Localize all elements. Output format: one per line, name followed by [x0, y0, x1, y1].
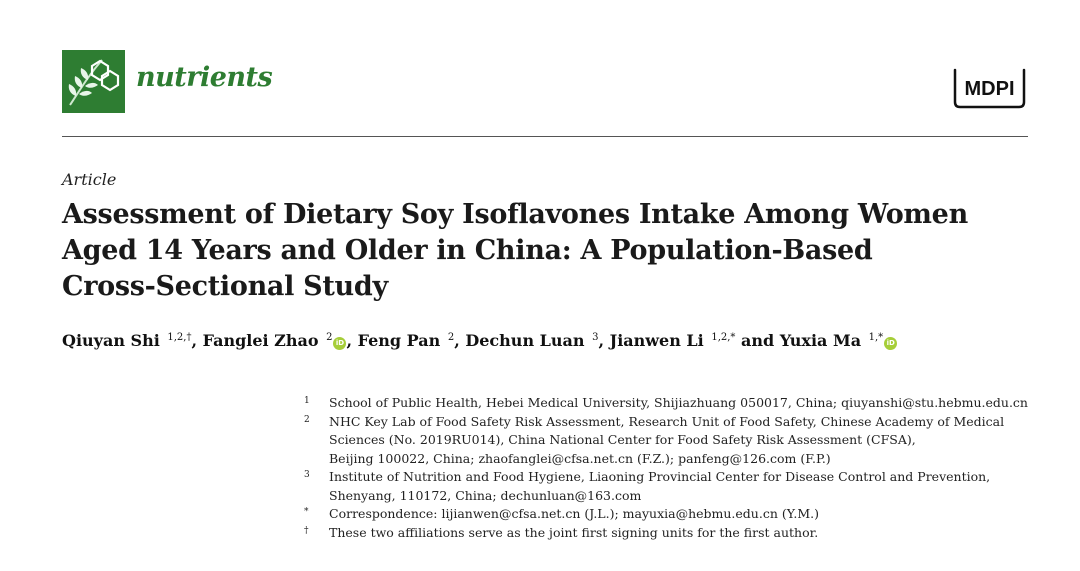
affiliation-entry	[300, 413, 1040, 469]
author-name: Fanglei Zhao	[202, 331, 319, 350]
author[interactable]	[465, 331, 598, 350]
author-separator: and	[735, 331, 780, 350]
author-affiliation-sup: 1,*	[868, 332, 884, 343]
mdpi-logo-text: MDPI	[964, 78, 1015, 100]
author-affiliation-sup: 1,2,†	[167, 332, 192, 343]
affiliation-mark: 3	[304, 470, 310, 480]
affiliation-line: NHC Key Lab of Food Safety Risk Assessment, Research Unit of Food Safety, Chinese Academy of Medical	[329, 413, 1005, 429]
affiliation-line: Shenyang, 110172, China; dechunluan@163.com	[329, 487, 642, 503]
journal-name: nutrients	[136, 62, 273, 93]
author-list	[62, 331, 897, 350]
affiliation-entry	[300, 394, 1040, 413]
affiliations	[300, 394, 1040, 542]
affiliation-mark: *	[304, 507, 309, 517]
title-line: Aged 14 Years and Older in China: A Population-Based	[62, 235, 873, 266]
affiliation-line: School of Public Health, Hebei Medical University, Shijiazhuang 050017, China; qiuyanshi@stu.hebmu.edu.cn	[329, 395, 1028, 410]
header-divider	[62, 136, 1028, 137]
title-line: Cross-Sectional Study	[62, 271, 388, 302]
affiliation-line: Sciences (No. 2019RU014), China National Center for Food Safety Risk Assessment (CFSA),	[329, 432, 916, 447]
footnote-entry	[300, 524, 1040, 543]
author[interactable]	[62, 331, 191, 350]
author-affiliation-sup: 2	[326, 332, 333, 343]
orcid-icon[interactable]: iD	[884, 337, 897, 350]
affiliation-line: Institute of Nutrition and Food Hygiene, Liaoning Provincial Center for Disease Control and Prevention,	[329, 469, 991, 484]
author-affiliation-sup: 2	[447, 332, 455, 343]
affiliation-mark: †	[304, 525, 309, 536]
author-name: Dechun Luan	[465, 331, 585, 350]
affiliation-entry	[300, 468, 1040, 505]
author-separator: ,	[598, 331, 610, 350]
orcid-icon[interactable]: iD	[333, 337, 346, 350]
author-name: Qiuyan Shi	[62, 331, 160, 350]
correspondence-line: Correspondence: lijianwen@cfsa.net.cn (J.L.); mayuxia@hebmu.edu.cn (Y.M.)	[329, 506, 819, 521]
author-affiliation-sup: 3	[592, 332, 599, 343]
footnote-line: These two affiliations serve as the joint first signing units for the first author.	[329, 524, 819, 540]
affiliation-mark: 1	[304, 396, 310, 406]
journal-logo-icon	[62, 50, 125, 113]
title-line: Assessment of Dietary Soy Isoflavones Intake Among Women	[62, 199, 968, 230]
article-title	[62, 197, 1022, 305]
author-separator: ,	[346, 331, 358, 350]
author-name: Feng Pan	[357, 331, 441, 350]
author-name: Jianwen Li	[609, 331, 704, 350]
author-separator: ,	[454, 331, 466, 350]
author[interactable]	[780, 331, 897, 350]
author-separator: ,	[191, 331, 203, 350]
author[interactable]	[203, 331, 347, 350]
affiliation-mark: 2	[304, 414, 310, 425]
article-type: Article	[62, 170, 117, 189]
author[interactable]	[358, 331, 455, 350]
affiliation-line: Beijing 100022, China; zhaofanglei@cfsa.net.cn (F.Z.); panfeng@126.com (F.P.)	[329, 450, 831, 466]
author[interactable]	[610, 331, 736, 350]
author-affiliation-sup: 1,2,*	[711, 332, 736, 343]
author-name: Yuxia Ma	[779, 331, 862, 350]
mdpi-logo	[949, 62, 1029, 112]
correspondence-entry	[300, 505, 1040, 524]
